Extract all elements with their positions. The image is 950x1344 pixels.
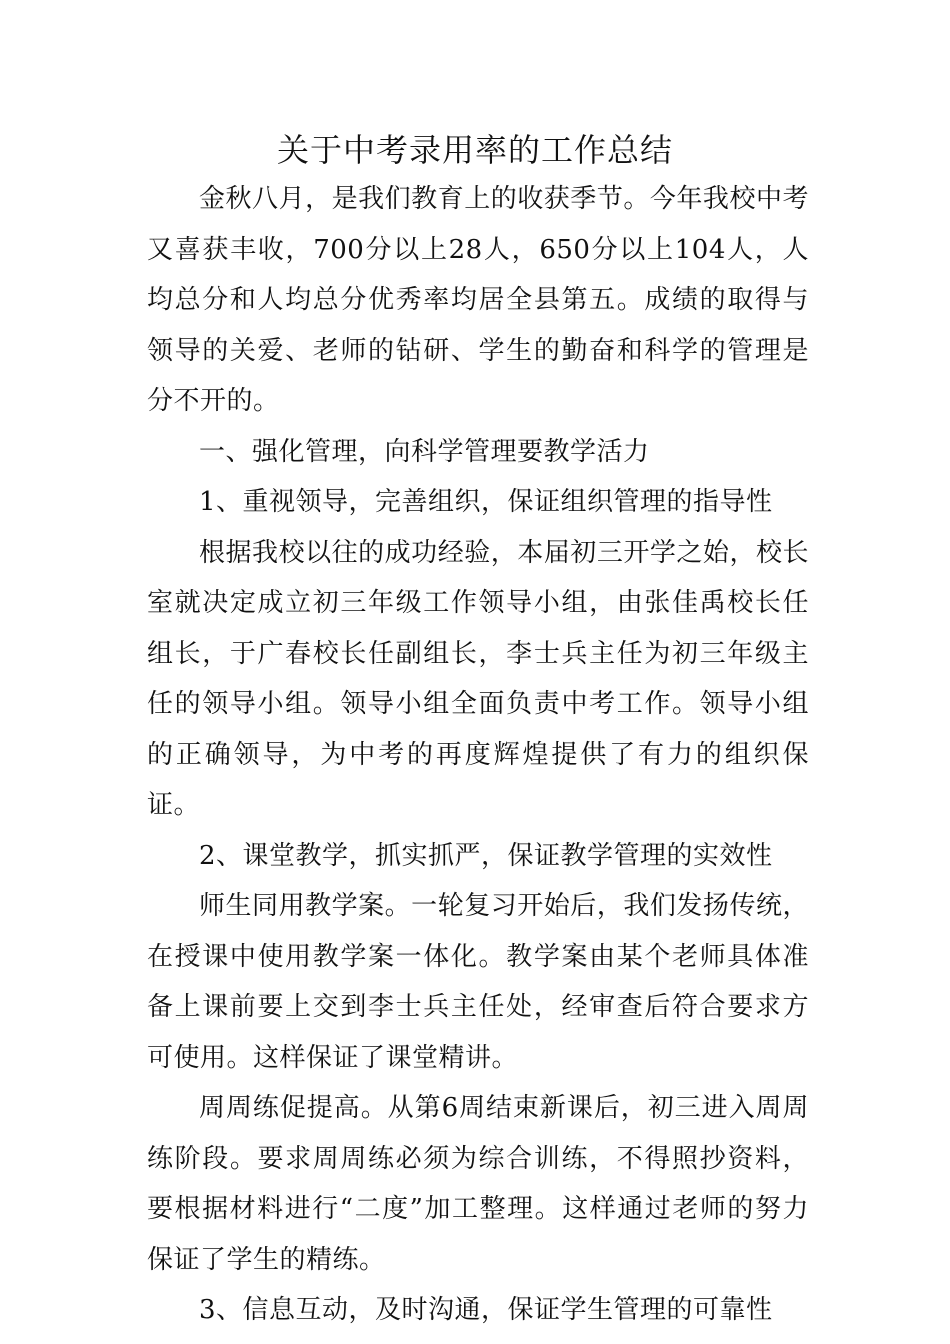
section-heading-1: 一、强化管理，向科学管理要教学活力 [199,436,650,467]
subsection-heading-1: 1、重视领导，完善组织，保证组织管理的指导性 [199,487,773,517]
document-title: 关于中考录用率的工作总结 [276,131,673,169]
paragraph-teaching-plan: 师生同用教学案。一轮复习开始后，我们发扬传统，在授课中使用教学案一体化。教学案由某个老师具体准备上课前要上交到李士兵主任处，经审查后符合要求方可使用。这样保证了课堂精讲。 [147,891,809,1073]
paragraph-intro: 金秋八月，是我们教育上的收获季节。今年我校中考又喜获丰收，700分以上28人，650分以上104人，人均总分和人均总分优秀率均居全县第五。成绩的取得与领导的关爱、老师的钻研、学生的勤奋和科学的管理是分不开的。 [147,184,809,416]
subsection-heading-2: 2、课堂教学，抓实抓严，保证教学管理的实效性 [199,840,773,871]
paragraph-leadership: 根据我校以往的成功经验，本届初三开学之始，校长室就决定成立初三年级工作领导小组，由张佳禹校长任组长，于广春校长任副组长，李士兵主任为初三年级主任的领导小组。领导小组全面负责中考工作。领导小组的正确领导，为中考的再度辉煌提供了有力的组织保证。 [147,537,809,820]
paragraph-weekly-practice: 周周练促提高。从第6周结束新课后，初三进入周周练阶段。要求周周练必须为综合训练，不得照抄资料，要根据材料进行“二度”加工整理。这样通过老师的努力保证了学生的精练。 [147,1093,809,1275]
document-body [147,174,809,1336]
subsection-heading-3: 3、信息互动，及时沟通，保证学生管理的可靠性 [199,1295,773,1325]
